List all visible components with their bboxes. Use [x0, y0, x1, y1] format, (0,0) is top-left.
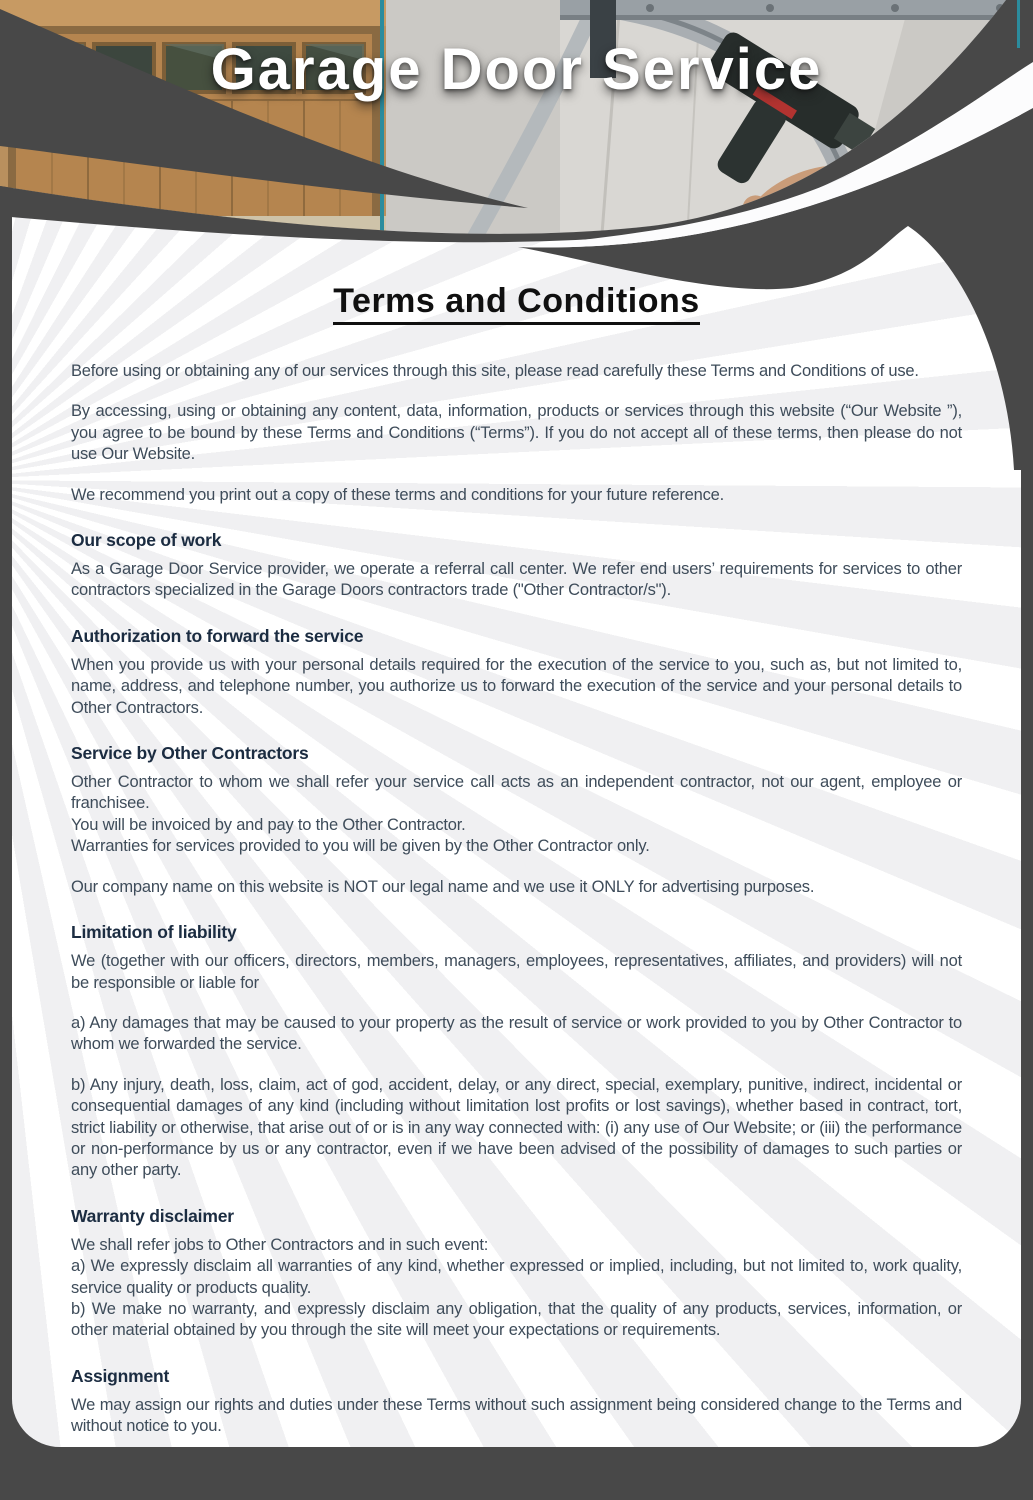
- brand-title: Garage Door Service: [210, 37, 823, 102]
- paragraph-block: [71, 485, 962, 506]
- paragraph-block: [71, 1395, 962, 1438]
- paragraph-block: [71, 877, 962, 898]
- section-paragraph: You will be invoiced by and pay to the Other Contractor.: [71, 815, 466, 834]
- section-heading: Authorization to forward the service: [71, 625, 364, 646]
- intro-paragraph: We recommend you print out a copy of these terms and conditions for your future reference.: [71, 485, 725, 504]
- section-paragraph: Our company name on this website is NOT our legal name and we use it ONLY for advertising purposes.: [71, 877, 815, 896]
- paragraph-block: [71, 1075, 962, 1182]
- intro-paragraph: Before using or obtaining any of our services through this site, please read carefully these Terms and Conditions of use.: [71, 362, 919, 380]
- section-heading: Our scope of work: [71, 530, 222, 551]
- section-heading: Service by Other Contractors: [71, 743, 309, 764]
- section-paragraph: a) We expressly disclaim all warranties of any kind, whether expressed or implied, including, but not limited to, work quality, service quality or products quality.: [71, 1257, 962, 1297]
- intro-paragraph: By accessing, using or obtaining any content, data, information, products or services through this website (“Our Website ”), you agree to be bound by these Terms and Conditions (“Terms”). If you do not accept all of these terms, then please do not use Our Website.: [71, 402, 962, 464]
- section-paragraph: We shall refer jobs to Other Contractors and in such event:: [71, 1235, 489, 1254]
- sections: [71, 530, 962, 1438]
- section-heading: Limitation of liability: [71, 922, 237, 943]
- section-paragraph: When you provide us with your personal details required for the execution of the service to you, such as, but not limited to, name, address, and telephone number, you authorize us to forward the execution of the service and your personal details to Other Contractors.: [71, 655, 962, 717]
- section-paragraph: We may assign our rights and duties under these Terms without such assignment being considered change to the Terms and without notice to you.: [71, 1395, 962, 1436]
- section-paragraph: a) Any damages that may be caused to your property as the result of service or work provided to you by Other Contractor to whom we forwarded the service.: [71, 1013, 962, 1054]
- section-paragraph: b) Any injury, death, loss, claim, act of god, accident, delay, or any direct, special, exemplary, punitive, indirect, incidental or consequential damages of any kind (including without limitation lost profits or lost savings), whether based in contract, tort, strict liability or otherwise, that arise out of or is in any way connected with: (i) any use of Our Website; or (iii) the performance or non-performance by us or any contractor, even if we have been advised of the possibility of damages to such parties or any other party.: [71, 1075, 962, 1180]
- section-paragraph: As a Garage Door Service provider, we operate a referral call center. We refer end users’ requirements for services to other contractors specialized in the Garage Doors contractors trade ("Other Contractor/s").: [71, 560, 962, 600]
- section-paragraph: We (together with our officers, directors, members, managers, employees, representatives, affiliates, and providers) will not be responsible or liable for: [71, 952, 962, 992]
- page-title: Terms and Conditions: [333, 282, 699, 325]
- section-paragraph: b) We make no warranty, and expressly disclaim any obligation, that the quality of any products, services, information, or other material obtained by you through the site will meet your expectations or requirements.: [71, 1299, 962, 1340]
- paragraph-block: [71, 1235, 962, 1342]
- paragraph-block: [71, 951, 962, 994]
- section-heading: Warranty disclaimer: [71, 1205, 234, 1226]
- paragraph-block: [71, 772, 962, 858]
- section-paragraph: Warranties for services provided to you will be given by the Other Contractor only.: [71, 837, 650, 856]
- paragraph-block: [71, 1013, 962, 1056]
- page-title-wrap: [71, 282, 962, 325]
- paragraph-block: [71, 361, 962, 382]
- paragraph-block: [71, 401, 962, 465]
- paragraph-block: [71, 655, 962, 719]
- section-heading: Assignment: [71, 1365, 170, 1386]
- paragraph-block: [71, 559, 962, 602]
- intro: [71, 361, 962, 506]
- terms-document: [71, 282, 962, 1457]
- section-paragraph: Other Contractor to whom we shall refer your service call acts as an independent contractor, not our agent, employee or franchisee.: [71, 773, 962, 813]
